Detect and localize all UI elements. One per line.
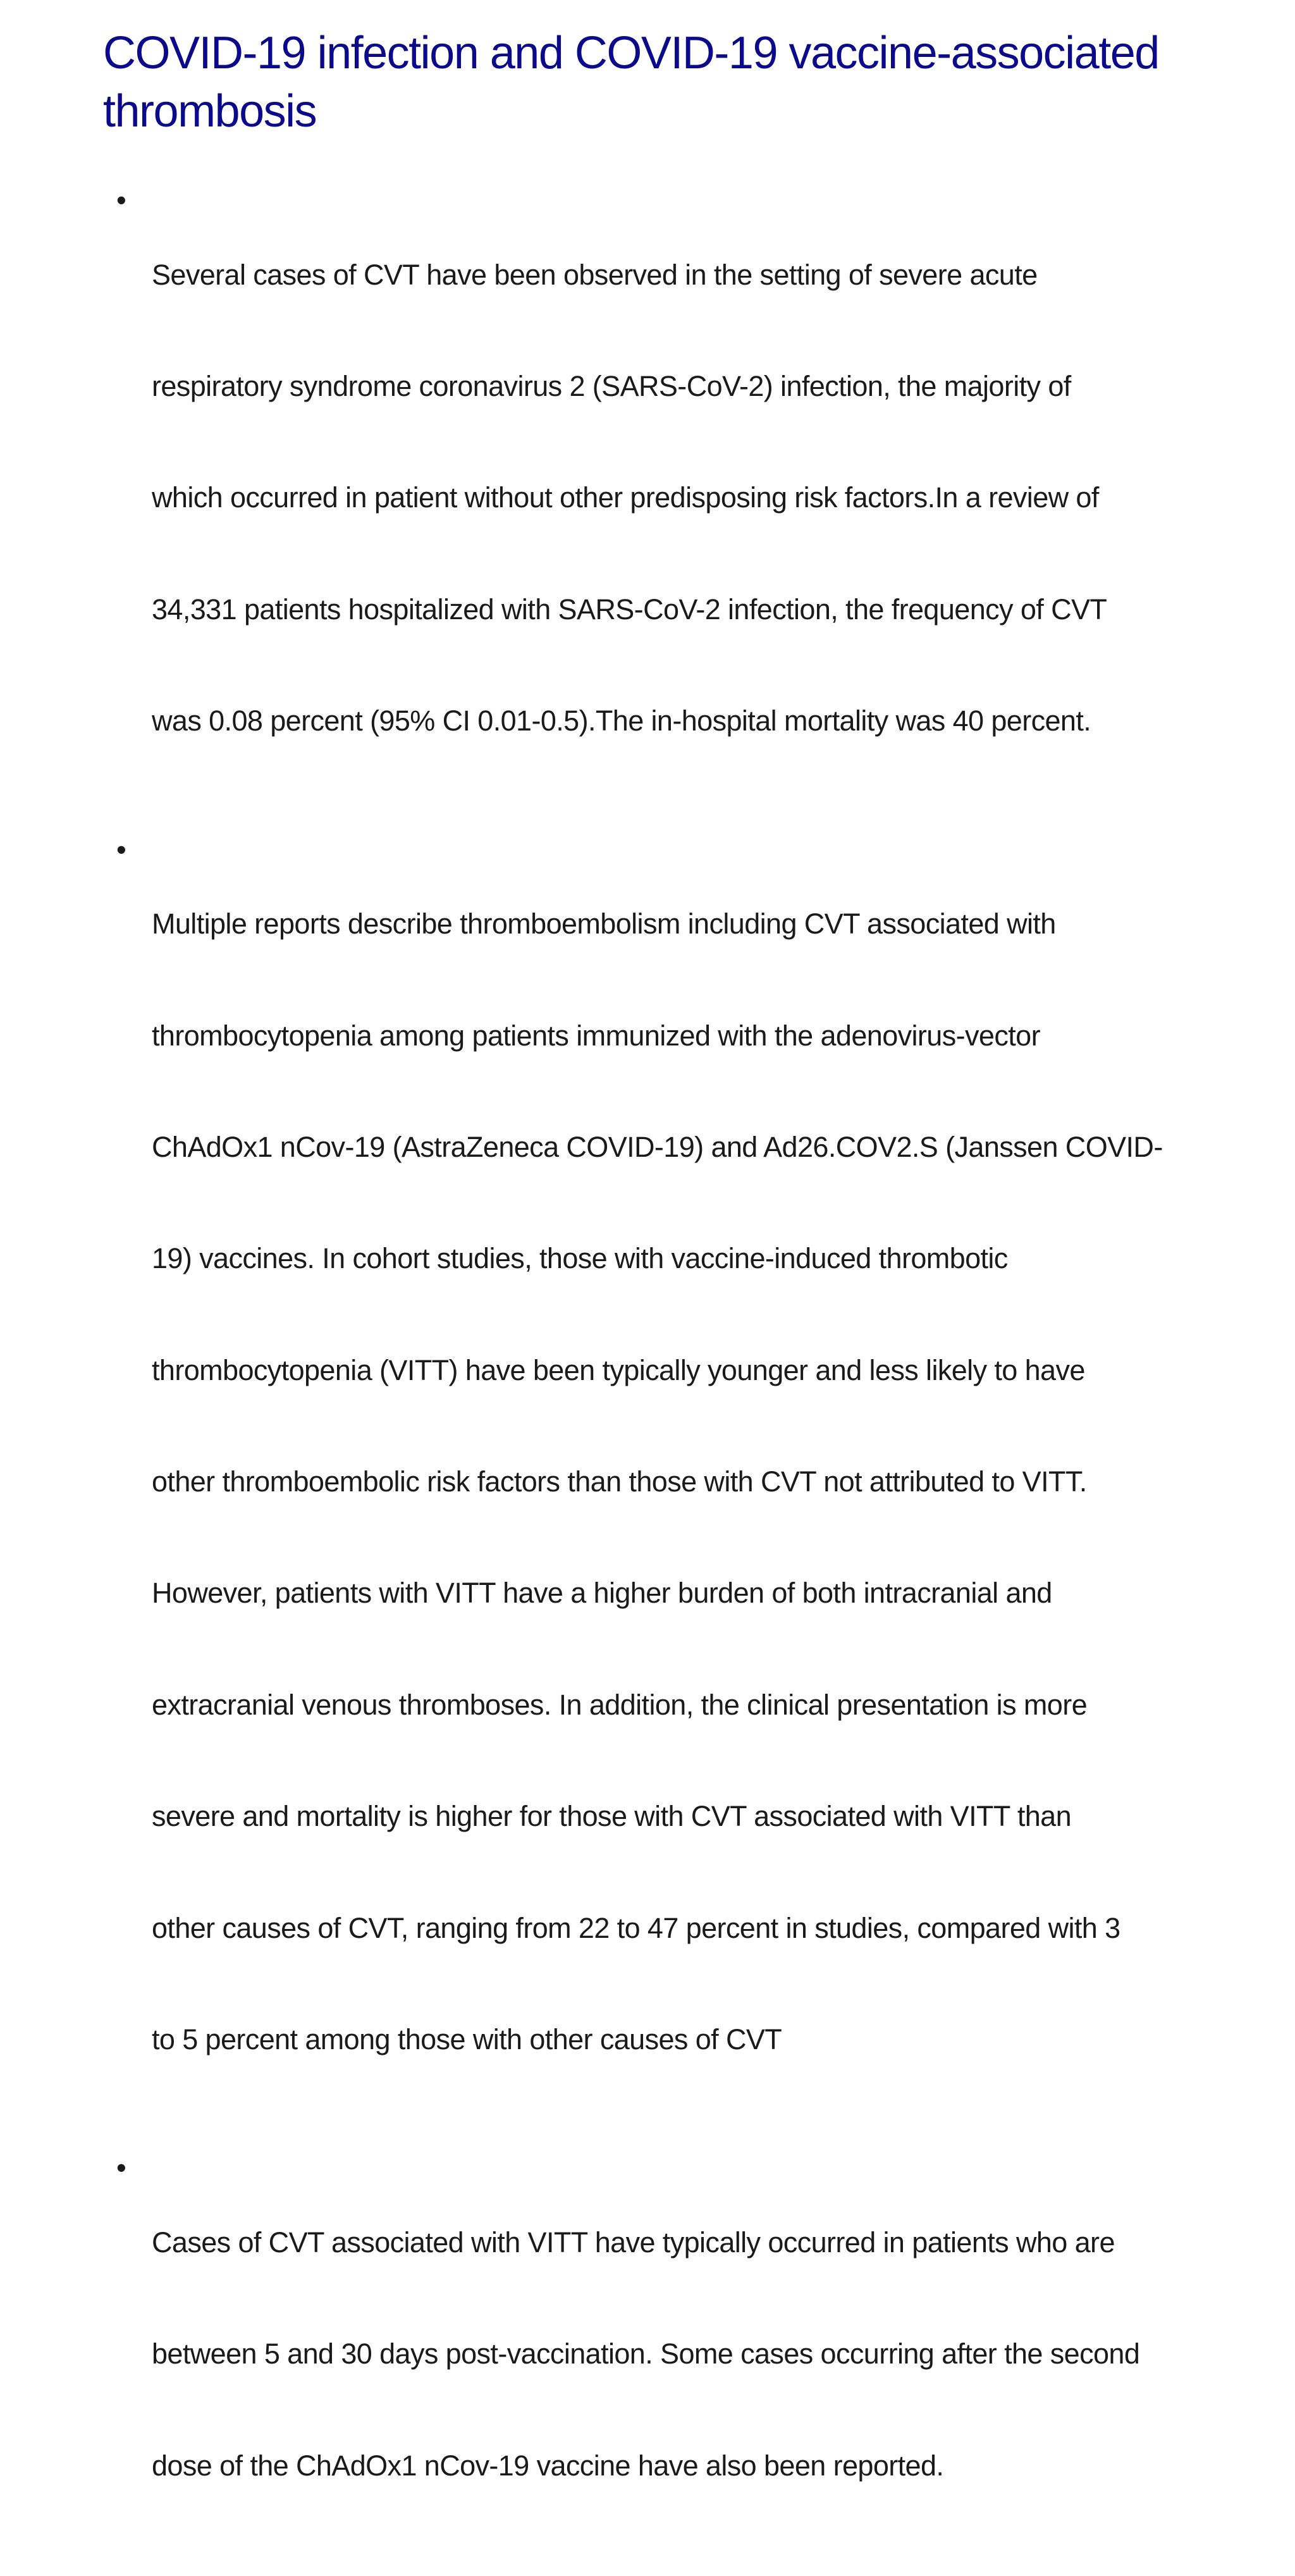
bullet-text <box>152 2189 1265 2556</box>
bullet-line: extracranial venous thromboses. In addition, the clinical presentation is more <box>152 1688 1088 1721</box>
bullet-line: between 5 and 30 days post-vaccination. Some cases occurring after the second <box>152 2338 1140 2370</box>
bullet-line: thrombocytopenia among patients immunized with the adenovirus-vector <box>152 1019 1040 1052</box>
bullet-list <box>114 182 1265 2576</box>
bullet-line: to 5 percent among those with other causes of CVT <box>152 2023 782 2056</box>
bullet-line: other causes of CVT, ranging from 22 to 47 percent in studies, compared with 3 <box>152 1911 1120 1944</box>
bullet-item-vitt-timing <box>114 2150 1265 2559</box>
bullet-point-icon: • <box>116 184 126 216</box>
bullet-item-vaccine-thrombosis <box>114 832 1265 2133</box>
bullet-item-covid-infection <box>114 182 1265 815</box>
bullet-point-icon: • <box>116 833 126 866</box>
bullet-line: severe and mortality is higher for those with CVT associated with VITT than <box>152 1800 1072 1833</box>
bullet-line: ChAdOx1 nCov-19 (AstraZeneca COVID-19) and Ad26.COV2.S (Janssen COVID- <box>152 1130 1163 1163</box>
slide-title <box>103 24 1241 140</box>
bullet-line: Multiple reports describe thromboembolism including CVT associated with <box>152 908 1056 940</box>
slide-title-line-1: COVID-19 infection and COVID-19 vaccine-associated <box>103 28 1159 78</box>
bullet-line: which occurred in patient without other predisposing risk factors.In a review of <box>152 481 1099 514</box>
bullet-line: Cases of CVT associated with VITT have typically occurred in patients who are <box>152 2226 1115 2259</box>
bullet-line: Several cases of CVT have been observed in the setting of severe acute <box>152 258 1038 291</box>
slide-title-line-2: thrombosis <box>103 86 317 137</box>
bullet-point-icon: • <box>116 2152 126 2185</box>
bullet-line: 19) vaccines. In cohort studies, those with vaccine-induced thrombotic <box>152 1242 1008 1275</box>
bullet-line: other thromboembolic risk factors than those with CVT not attributed to VITT. <box>152 1465 1087 1498</box>
bullet-line: dose of the ChAdOx1 nCov-19 vaccine have also been reported. <box>152 2449 944 2482</box>
bullet-line: respiratory syndrome coronavirus 2 (SARS-CoV-2) infection, the majority of <box>152 369 1071 402</box>
bullet-text <box>152 870 1265 2129</box>
bullet-line: However, patients with VITT have a higher burden of both intracranial and <box>152 1577 1052 1610</box>
bullet-line: thrombocytopenia (VITT) have been typically younger and less likely to have <box>152 1353 1085 1386</box>
bullet-line: 34,331 patients hospitalized with SARS-CoV-2 infection, the frequency of CVT <box>152 593 1107 626</box>
bullet-text <box>152 221 1265 811</box>
bullet-line: was 0.08 percent (95% CI 0.01-0.5).The in-hospital mortality was 40 percent. <box>152 705 1091 737</box>
